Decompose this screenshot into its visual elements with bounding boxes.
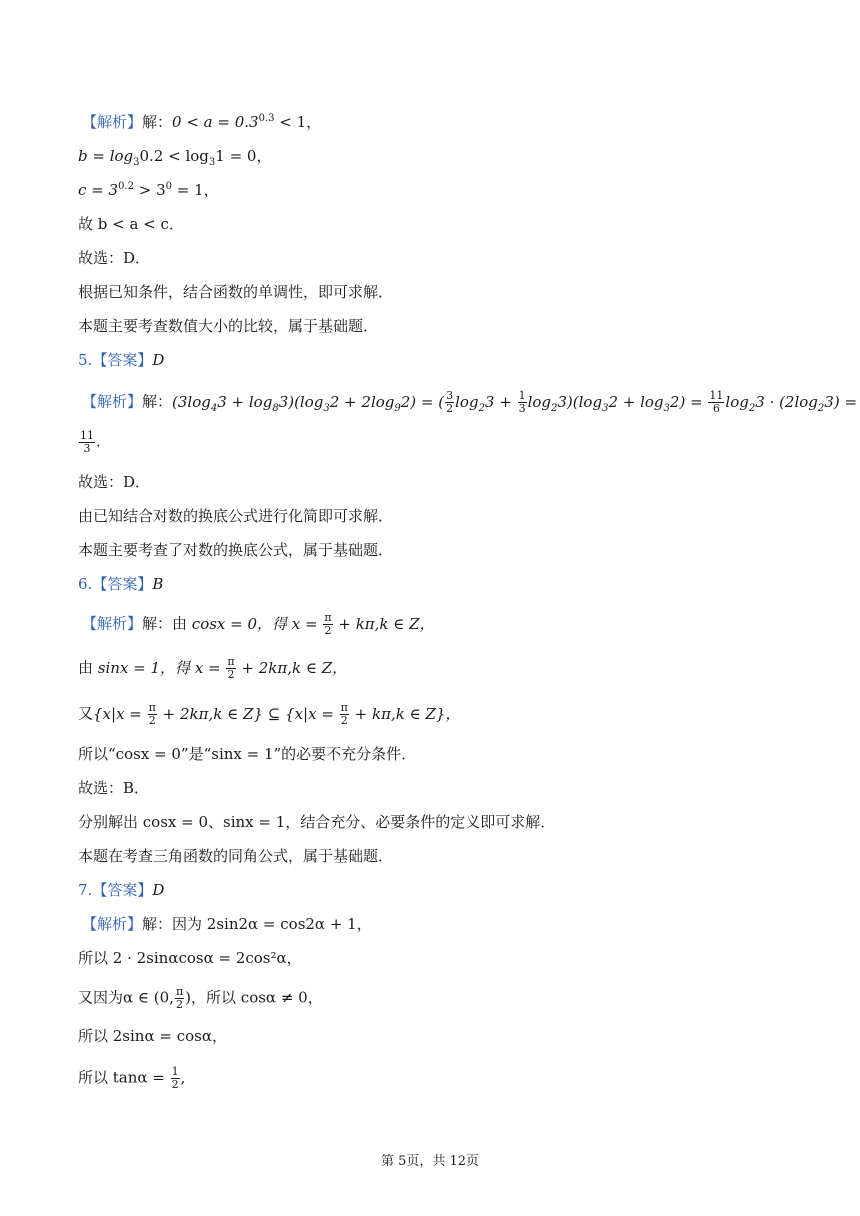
q6-line-2: 由 sinx = 1，得 x = $\frac{\pi}{2}$ + 2kπ,k ∈ Z， [78, 655, 348, 681]
q6-line-3: 又{x|x = $\frac{\pi}{2}$ + 2kπ,k ∈ Z} ⊆ {x|x = $\frac{\pi}{2}$ + kπ,k ∈ Z}， [78, 701, 461, 727]
q6-line-7: 本题在考查三角函数的同角公式，属于基础题． [78, 847, 394, 865]
q5-line-2: 故选：D． [78, 473, 151, 491]
q7-line-3: 又因为α ∈ (0, $\frac{\pi}{2}$ )，所以 cosα ≠ 0， [78, 985, 323, 1011]
page-footer: 第 5页，共 12页 [380, 1154, 480, 1169]
q4-line-7: 本题主要考查数值大小的比较，属于基础题． [78, 317, 379, 335]
q4-line-2: $b = \log_30.2 < \log_31 = 0$， [78, 147, 272, 168]
q5-line-4: 本题主要考查了对数的换底公式，属于基础题． [78, 541, 394, 559]
q4-line-1: 【解析】解：$0 < a = 0.3^{0.3} < 1$， [82, 113, 322, 131]
q6-answer: 6.【答案】B [78, 575, 164, 593]
q4-line-3: $c = 3^{0.2} > 3^0 = 1$， [78, 181, 219, 199]
q6-line-4: 所以“cosx = 0”是“sinx = 1”的必要不充分条件． [78, 745, 417, 763]
q7-line-2: 所以 2 · 2sinαcosα = 2cos²α， [78, 949, 302, 967]
q7-answer: 7.【答案】D [78, 881, 165, 899]
q7-line-5: 所以 tanα = $\frac{1}{2}$ , [78, 1065, 186, 1091]
q5-answer: 5.【答案】D [78, 351, 165, 369]
q7-line-4: 所以 2sinα = cosα， [78, 1027, 227, 1045]
q4-line-6: 根据已知条件，结合函数的单调性，即可求解． [78, 283, 394, 301]
q6-line-1: 【解析】解：由 cosx = 0，得 x = $\frac{\pi}{2}$ + kπ,k ∈ Z， [82, 611, 435, 637]
q6-line-5: 故选：B． [78, 779, 150, 797]
q5-line-3: 由已知结合对数的换底公式进行化简即可求解． [78, 507, 394, 525]
q7-line-1: 【解析】解：因为 2sin2α = cos2α + 1， [82, 915, 372, 933]
q5-line-1: 【解析】解：$(3\log_43 + \log_83)(\log_32 + 2\log_92)$ = ( $\frac{3}{2}$ $\log_23$ + $\frac{1}{3}$ $\log_23)(\log_32 + \log_32)$ = $\frac{11}{6}$ $\log_23 \cdot (2\log_23)$ = [82, 389, 858, 415]
q4-line-5: 故选：D． [78, 249, 151, 267]
q4-line-4: 故 b < a < c． [78, 215, 184, 233]
q6-line-6: 分别解出 cosx = 0、sinx = 1，结合充分、必要条件的定义即可求解． [78, 813, 556, 831]
q5-line-1-cont: $\frac{11}{3}$ . [80, 429, 101, 455]
